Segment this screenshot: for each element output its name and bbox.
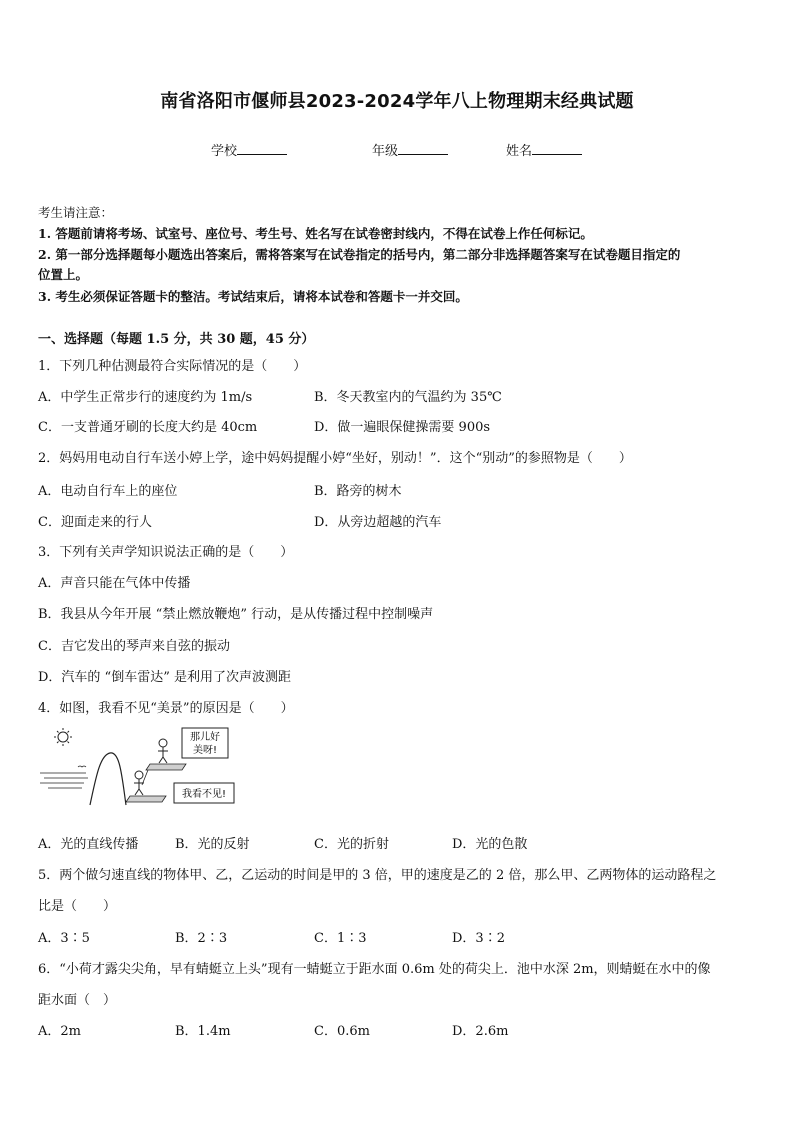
notice-heading: 考生请注意： [38,205,114,220]
section-heading: 一、选择题（每题 1.5 分，共 30 题，45 分） [38,332,315,347]
school-blank [237,141,287,155]
school-label: 学校 [211,144,238,159]
q2-option-b: B．路旁的树木 [314,484,402,499]
name-field [506,140,582,159]
question-4-stem: 4．如图，我看不见“美景”的原因是（ ） [38,701,294,716]
q4-option-b: B．光的反射 [175,837,250,852]
platform-top [146,764,186,770]
q1-option-b: B．冬天教室内的气温约为 35℃ [314,390,502,405]
water-lines [40,773,88,788]
name-blank [532,141,582,155]
q3-option-b: B．我县从今年开展 “禁止燃放鞭炮” 行动，是从传播过程中控制噪声 [38,607,434,622]
question-6-stem-cont: 距水面（ ） [38,993,117,1008]
q1-option-a: A．中学生正常步行的速度约为 1m/s [38,390,253,405]
grade-blank [398,141,448,155]
q3-option-c: C．吉它发出的琴声来自弦的振动 [38,639,230,654]
question-5-stem-cont: 比是（ ） [38,899,117,914]
q3-option-a: A．声音只能在气体中传播 [38,576,191,591]
notice-line: 1. 答题前请将考场、试室号、座位号、考生号、姓名写在试卷密封线内，不得在试卷上作任何标记。 [38,226,593,241]
question-1-stem: 1．下列几种估测最符合实际情况的是（ ） [38,359,307,374]
notice-line: 2. 第一部分选择题每小题选出答案后，需将答案写在试卷指定的括号内，第二部分非选择题答案写在试卷题目指定的 [38,247,681,262]
bubble-top-line2: 美呀! [192,745,218,756]
q4-option-d: D．光的色散 [452,837,528,852]
q2-option-a: A．电动自行车上的座位 [38,484,178,499]
q5-option-b: B．2∶3 [175,931,228,946]
q4-figure [38,727,238,807]
question-5-stem: 5．两个做匀速直线的物体甲、乙，乙运动的时间是甲的 3 倍，甲的速度是乙的 2 倍，那么甲、乙两物体的运动路程之 [38,868,717,883]
sun-icon [54,728,72,746]
q6-option-d: D．2.6m [452,1024,509,1039]
q4-option-c: C．光的折射 [314,837,389,852]
person-top-icon [158,739,168,763]
bird-icon [78,766,86,767]
bubble-bottom-text: 我看不见! [181,789,227,800]
q4-option-a: A．光的直线传播 [38,837,139,852]
notice-line: 位置上。 [38,267,89,282]
q6-option-c: C．0.6m [314,1024,370,1039]
person-bottom-icon [134,771,144,795]
hill-shape [90,753,126,805]
q5-option-a: A．3∶5 [38,931,90,946]
name-label: 姓名 [506,144,533,159]
question-2-stem: 2．妈妈用电动自行车送小婷上学，途中妈妈提醒小婷“坐好，别动！”．这个“别动”的参照物是（ ） [38,451,632,466]
q3-option-d: D．汽车的 “倒车雷达” 是利用了次声波测距 [38,670,291,685]
q1-option-c: C．一支普通牙刷的长度大约是 40cm [38,420,258,435]
notice-line: 3. 考生必须保证答题卡的整洁。考试结束后，请将本试卷和答题卡一并交回。 [38,289,468,304]
q5-option-c: C．1∶3 [314,931,367,946]
grade-label: 年级 [372,144,399,159]
q2-option-d: D．从旁边超越的汽车 [314,515,442,530]
q1-option-d: D．做一遍眼保健操需要 900s [314,420,491,435]
question-6-stem: 6．“小荷才露尖尖角，早有蜻蜓立上头”现有一蜻蜓立于距水面 0.6m 处的荷尖上．池中水深 2m，则蜻蜓在水中的像 [38,962,711,977]
bubble-top-line1: 那儿好 [190,732,220,743]
page-title: 南省洛阳市偃师县2023-2024学年八上物理期末经典试题 [160,91,634,112]
school-field [211,140,287,159]
grade-field [372,140,448,159]
q2-option-c: C．迎面走来的行人 [38,515,152,530]
q5-option-d: D．3∶2 [452,931,505,946]
q6-option-a: A．2m [38,1024,81,1039]
q6-option-b: B．1.4m [175,1024,231,1039]
question-3-stem: 3．下列有关声学知识说法正确的是（ ） [38,545,294,560]
platform-bottom [126,796,166,802]
